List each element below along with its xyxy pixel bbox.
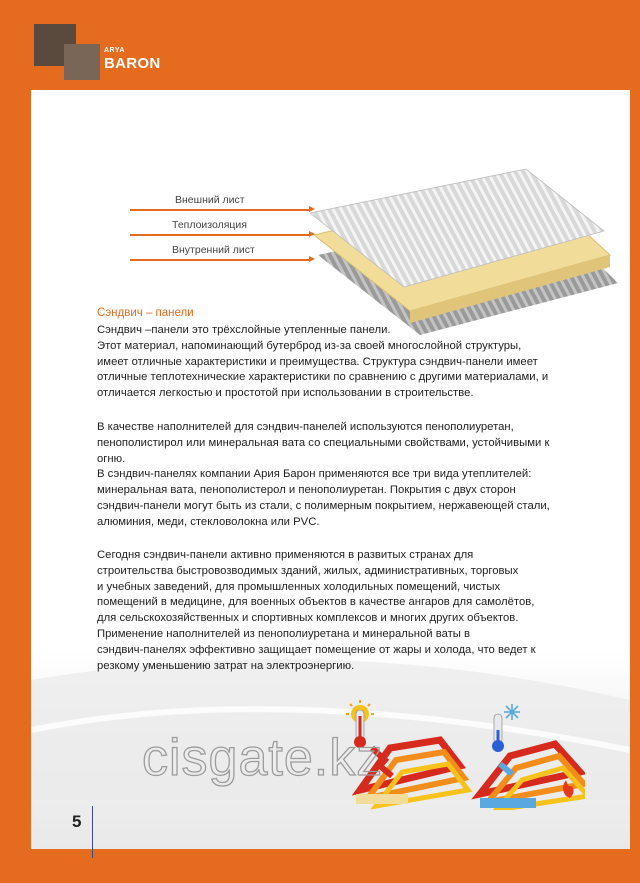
text-line: Применение наполнителей из пенополиуретана и минеральной ваты в xyxy=(97,627,471,640)
snow-thermometer-icon xyxy=(492,704,520,752)
page-number: 5 xyxy=(72,812,82,831)
orange-left-border xyxy=(0,0,31,883)
text-line: имеет отличные характеристики и преимущества. Структура сэндвич-панели имеет xyxy=(97,355,538,368)
text-line: сэндвич-панели могут быть из стали, с полимерным покрытием, нержавеющей стали, xyxy=(97,499,550,512)
label-outer-sheet: Внешний лист xyxy=(175,194,245,206)
arrow-outer-sheet xyxy=(130,209,310,211)
text-line: и учебных заведений, для промышленных холодильных помещений, чистых xyxy=(97,580,501,593)
paragraph-1 xyxy=(97,323,607,402)
text-line: помещений в медицине, для военных объектов в качестве ангаров для самолётов, xyxy=(97,596,535,609)
text-line: Этот материал, напоминающий бутерброд из-за своей многослойной структуры, xyxy=(97,339,522,352)
arrow-insulation xyxy=(130,234,310,236)
text-line: Сегодня сэндвич-панели активно применяются в развитых странах для xyxy=(97,549,474,561)
text-line: строительства быстровозводимых зданий, жилых, административных, торговых xyxy=(97,564,519,577)
label-inner-sheet: Внутренний лист xyxy=(172,244,255,256)
text-line: резкому уменьшению затрат на электроэнергию. xyxy=(97,659,355,672)
text-line: пенополистирол или минеральная вата со специальными свойствами, устойчивыми к xyxy=(97,436,550,449)
page-number-divider xyxy=(92,806,93,858)
text-line: отличные теплотехнические характеристики по сравнению с другими материалами, и xyxy=(97,371,549,384)
text-line: огню. xyxy=(97,452,126,465)
logo-square-light xyxy=(64,44,100,80)
logo-subtitle: ARYA xyxy=(104,47,125,54)
text-line: отличается легкостью и простотой при использовании в строительстве. xyxy=(97,387,474,400)
text-line: минеральная вата, пенополистерол и пенополиуретан. Покрытия с двух сторон xyxy=(97,484,516,497)
sandwich-panel-diagram xyxy=(300,165,618,340)
text-line: алюминия, меди, стекловолокна или PVC. xyxy=(97,515,320,528)
logo-title: BARON xyxy=(104,55,161,72)
paragraph-3 xyxy=(97,548,607,674)
label-insulation: Теплоизоляция xyxy=(172,219,247,231)
orange-right-border xyxy=(630,0,640,883)
text-line: В сэндвич-панелях компании Ария Барон применяются все три вида утеплителей: xyxy=(97,468,532,481)
watermark: cisgate.kz xyxy=(142,729,384,787)
flame-icon xyxy=(563,780,574,798)
paragraph-2 xyxy=(97,420,607,531)
text-line: Сэндвич –панели это трёхслойные утепленные панели. xyxy=(97,324,391,336)
house-cold-icon xyxy=(480,744,585,810)
text-line: В качестве наполнителей для сэндвич-панелей используются пенополиуретан, xyxy=(97,421,514,433)
orange-bottom-border xyxy=(0,849,640,883)
arrow-inner-sheet xyxy=(130,259,310,261)
text-line: сэндвич-панелях эффективно защищает помещение от жары и холода, что ведет к xyxy=(97,643,536,656)
section-title: Сэндвич – панели xyxy=(97,307,194,319)
text-line: для сельскохозяйственных и спортивных комплексов и многих других объектов. xyxy=(97,612,519,625)
